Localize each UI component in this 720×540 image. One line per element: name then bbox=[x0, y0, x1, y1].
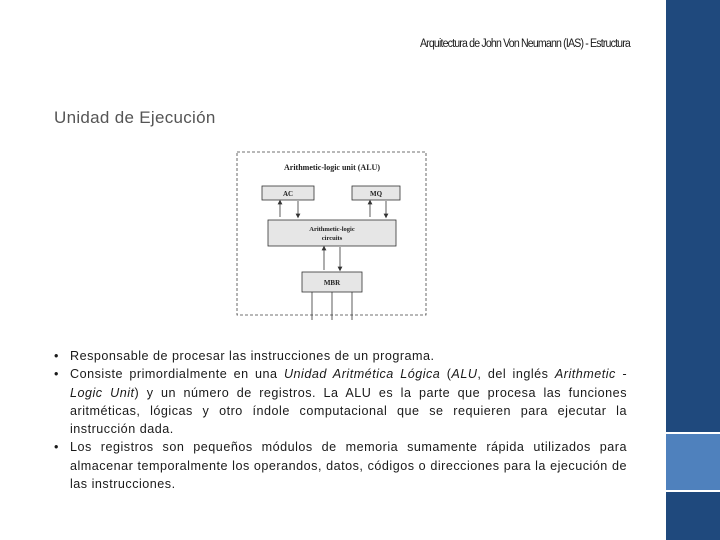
circuits-label-1: Arithmetic-logic bbox=[309, 226, 355, 233]
bullet-item bbox=[54, 438, 627, 493]
bullet-text: ) y un número de registros. La ALU es la parte que procesa las funciones aritméticas, lógicas y otro índole computacional que se requieren para ejecutar la instrucción dada. bbox=[70, 385, 627, 437]
bullet-emphasis: Unidad Aritmética Lógica bbox=[283, 367, 441, 382]
decorative-sidebar bbox=[666, 0, 720, 540]
section-subtitle: Unidad de Ejecución bbox=[54, 108, 216, 127]
ac-label: AC bbox=[282, 190, 294, 198]
bullet-list bbox=[54, 347, 627, 493]
sidebar-block bbox=[666, 0, 720, 432]
bullet-item bbox=[54, 347, 627, 365]
alu-title: Arithmetic-logic unit (ALU) bbox=[284, 163, 380, 172]
bullet-emphasis: Arithmetic -Logic Unit bbox=[70, 367, 627, 400]
bullet-text: ( bbox=[440, 367, 452, 382]
sidebar-block bbox=[666, 434, 720, 490]
bullet-emphasis: ALU bbox=[451, 367, 478, 382]
bullet-item bbox=[54, 365, 627, 438]
bullet-text: , del inglés bbox=[477, 367, 555, 382]
bullet-text: Responsable de procesar las instrucciones de un programa. bbox=[70, 349, 435, 363]
mq-label: MQ bbox=[369, 190, 383, 198]
bullet-text: Consiste primordialmente en una bbox=[70, 367, 284, 382]
alu-circuits-box bbox=[268, 220, 396, 246]
sidebar-block bbox=[666, 492, 720, 540]
header-title: Arquitectura de John Von Neumann (IAS) - Estructura bbox=[419, 38, 630, 50]
bullet-text: Los registros son pequeños módulos de memoria sumamente rápida utilizados para almacenar temporalmente los operandos, datos, códigos o direcciones para la ejecución de las instrucciones. bbox=[70, 440, 627, 492]
alu-diagram bbox=[236, 150, 428, 320]
circuits-label-2: circuits bbox=[321, 235, 343, 242]
mbr-label: MBR bbox=[323, 279, 341, 287]
